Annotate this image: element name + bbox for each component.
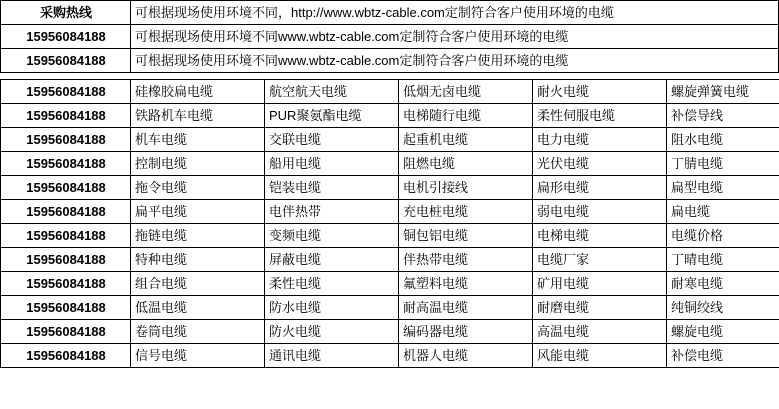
product-cell[interactable]: 电缆价格 xyxy=(667,224,779,248)
product-cell[interactable]: 船用电缆 xyxy=(265,152,399,176)
product-cell[interactable]: 机器人电缆 xyxy=(399,344,533,368)
phone-cell[interactable]: 15956084188 xyxy=(1,320,131,344)
product-cell[interactable]: 铠装电缆 xyxy=(265,176,399,200)
phone-cell[interactable]: 15956084188 xyxy=(1,296,131,320)
table-row xyxy=(1,128,779,152)
product-cell[interactable]: 电机引接线 xyxy=(399,176,533,200)
product-cell[interactable]: 柔性电缆 xyxy=(265,272,399,296)
banner-table xyxy=(0,0,779,73)
product-cell[interactable]: 屏蔽电缆 xyxy=(265,248,399,272)
table-row xyxy=(1,224,779,248)
product-cell[interactable]: 电梯随行电缆 xyxy=(399,104,533,128)
banner-text-cell[interactable]: 可根据现场使用环境不同www.wbtz-cable.com定制符合客户使用环境的电缆 xyxy=(131,25,779,49)
product-cell[interactable]: 矿用电缆 xyxy=(533,272,667,296)
product-cell[interactable]: 航空航天电缆 xyxy=(265,80,399,104)
product-cell[interactable]: 防火电缆 xyxy=(265,320,399,344)
table-row xyxy=(1,152,779,176)
product-cell[interactable]: 耐火电缆 xyxy=(533,80,667,104)
product-cell[interactable]: 控制电缆 xyxy=(131,152,265,176)
product-cell[interactable]: 电伴热带 xyxy=(265,200,399,224)
product-cell[interactable]: 耐高温电缆 xyxy=(399,296,533,320)
banner-row xyxy=(1,25,779,49)
product-cell[interactable]: 组合电缆 xyxy=(131,272,265,296)
product-cell[interactable]: 补偿电缆 xyxy=(667,344,779,368)
product-cell[interactable]: 扁形电缆 xyxy=(533,176,667,200)
product-cell[interactable]: 电梯电缆 xyxy=(533,224,667,248)
product-cell[interactable]: 扁平电缆 xyxy=(131,200,265,224)
product-cell[interactable]: 卷筒电缆 xyxy=(131,320,265,344)
product-table xyxy=(0,79,779,368)
banner-row xyxy=(1,49,779,73)
phone-cell[interactable]: 15956084188 xyxy=(1,128,131,152)
product-cell[interactable]: 机车电缆 xyxy=(131,128,265,152)
product-cell[interactable]: 螺旋弹簧电缆 xyxy=(667,80,779,104)
phone-cell[interactable]: 15956084188 xyxy=(1,152,131,176)
phone-cell[interactable]: 15956084188 xyxy=(1,224,131,248)
product-cell[interactable]: 补偿导线 xyxy=(667,104,779,128)
product-cell[interactable]: 电力电缆 xyxy=(533,128,667,152)
banner-text-cell[interactable]: 可根据现场使用环境不同www.wbtz-cable.com定制符合客户使用环境的电缆 xyxy=(131,49,779,73)
product-cell[interactable]: 扁型电缆 xyxy=(667,176,779,200)
banner-label-cell[interactable]: 15956084188 xyxy=(1,49,131,73)
product-cell[interactable]: 铁路机车电缆 xyxy=(131,104,265,128)
banner-label-cell[interactable]: 15956084188 xyxy=(1,25,131,49)
table-row xyxy=(1,320,779,344)
product-cell[interactable]: 柔性伺服电缆 xyxy=(533,104,667,128)
product-cell[interactable]: 耐磨电缆 xyxy=(533,296,667,320)
table-row xyxy=(1,80,779,104)
product-cell[interactable]: 高温电缆 xyxy=(533,320,667,344)
banner-body xyxy=(1,1,779,73)
product-cell[interactable]: 特种电缆 xyxy=(131,248,265,272)
product-cell[interactable]: 低烟无卤电缆 xyxy=(399,80,533,104)
product-cell[interactable]: 弱电电缆 xyxy=(533,200,667,224)
product-cell[interactable]: 扁电缆 xyxy=(667,200,779,224)
product-cell[interactable]: 起重机电缆 xyxy=(399,128,533,152)
table-row xyxy=(1,248,779,272)
product-cell[interactable]: 螺旋电缆 xyxy=(667,320,779,344)
product-cell[interactable]: 丁晴电缆 xyxy=(667,248,779,272)
table-row xyxy=(1,296,779,320)
product-cell[interactable]: 铜包铝电缆 xyxy=(399,224,533,248)
product-cell[interactable]: 防水电缆 xyxy=(265,296,399,320)
product-cell[interactable]: 变频电缆 xyxy=(265,224,399,248)
product-cell[interactable]: 通讯电缆 xyxy=(265,344,399,368)
phone-cell[interactable]: 15956084188 xyxy=(1,176,131,200)
phone-cell[interactable]: 15956084188 xyxy=(1,200,131,224)
banner-label-cell[interactable]: 采购热线 xyxy=(1,1,131,25)
product-cell[interactable]: 拖链电缆 xyxy=(131,224,265,248)
product-cell[interactable]: 阻水电缆 xyxy=(667,128,779,152)
table-row xyxy=(1,344,779,368)
table-row xyxy=(1,176,779,200)
product-cell[interactable]: 硅橡胶扁电缆 xyxy=(131,80,265,104)
banner-text-cell[interactable]: 可根据现场使用环境不同，http://www.wbtz-cable.com定制符合客户使用环境的电缆 xyxy=(131,1,779,25)
phone-cell[interactable]: 15956084188 xyxy=(1,80,131,104)
phone-cell[interactable]: 15956084188 xyxy=(1,248,131,272)
product-cell[interactable]: 拖令电缆 xyxy=(131,176,265,200)
product-cell[interactable]: 风能电缆 xyxy=(533,344,667,368)
table-row xyxy=(1,200,779,224)
product-cell[interactable]: 纯铜绞线 xyxy=(667,296,779,320)
phone-cell[interactable]: 15956084188 xyxy=(1,344,131,368)
table-row xyxy=(1,272,779,296)
product-cell[interactable]: PUR聚氨酯电缆 xyxy=(265,104,399,128)
product-cell[interactable]: 伴热带电缆 xyxy=(399,248,533,272)
product-cell[interactable]: 阻燃电缆 xyxy=(399,152,533,176)
product-cell[interactable]: 交联电缆 xyxy=(265,128,399,152)
product-cell[interactable]: 低温电缆 xyxy=(131,296,265,320)
phone-cell[interactable]: 15956084188 xyxy=(1,104,131,128)
product-table-body xyxy=(1,80,779,368)
product-cell[interactable]: 光伏电缆 xyxy=(533,152,667,176)
product-cell[interactable]: 丁腈电缆 xyxy=(667,152,779,176)
product-cell[interactable]: 氟塑料电缆 xyxy=(399,272,533,296)
product-cell[interactable]: 耐寒电缆 xyxy=(667,272,779,296)
product-cell[interactable]: 编码器电缆 xyxy=(399,320,533,344)
banner-row xyxy=(1,1,779,25)
product-cell[interactable]: 充电桩电缆 xyxy=(399,200,533,224)
table-row xyxy=(1,104,779,128)
phone-cell[interactable]: 15956084188 xyxy=(1,272,131,296)
product-cell[interactable]: 信号电缆 xyxy=(131,344,265,368)
product-cell[interactable]: 电缆厂家 xyxy=(533,248,667,272)
